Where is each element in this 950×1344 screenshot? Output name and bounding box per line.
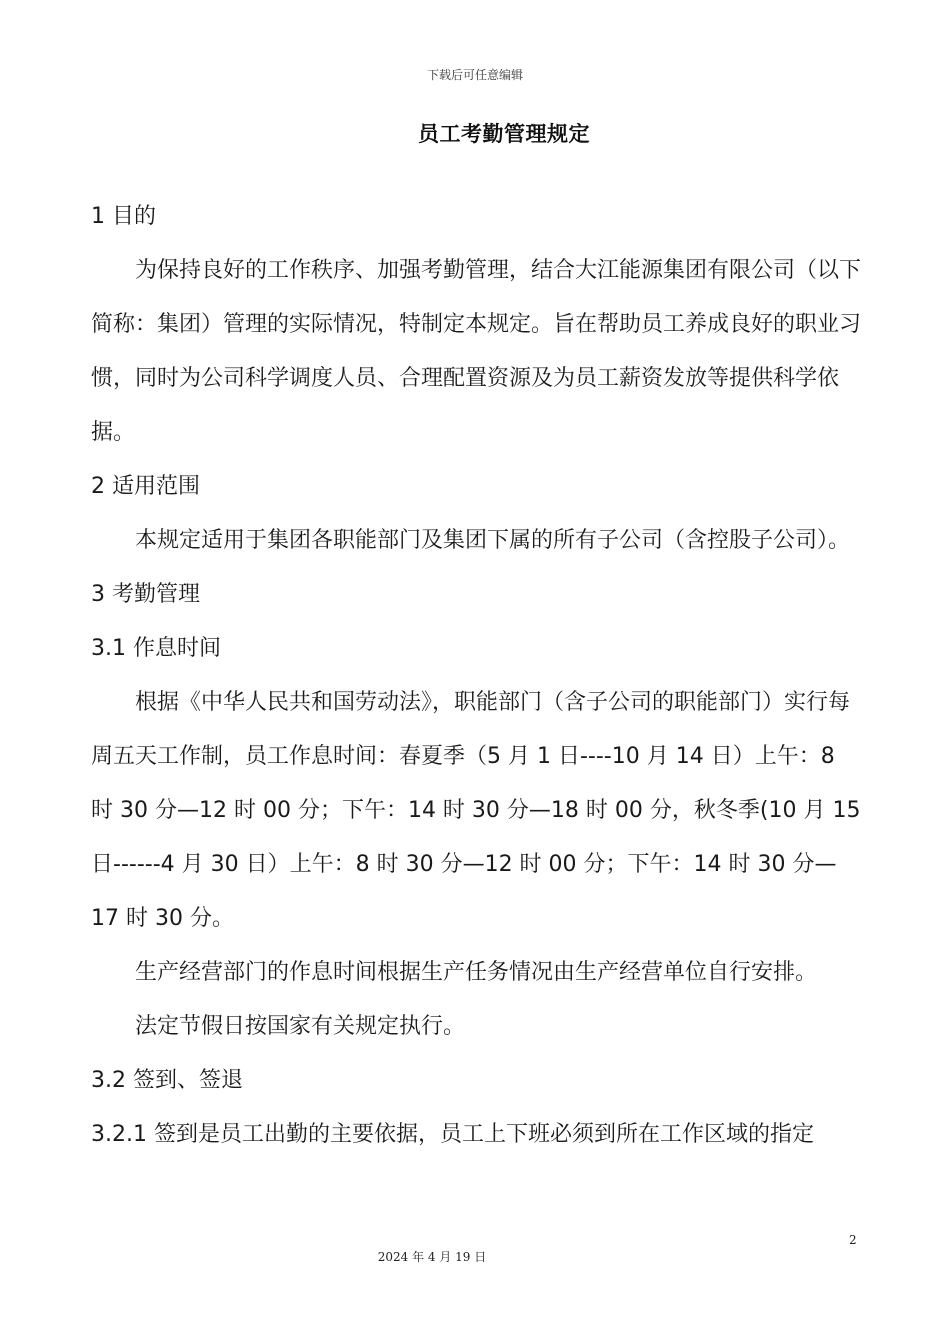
section-heading-attendance: 3 考勤管理 [91, 582, 200, 607]
paragraph-sign-in-rule: 3.2.1 签到是员工出勤的主要依据，员工上下班必须到所在工作区域的指定 [91, 1122, 814, 1147]
document-body [91, 190, 863, 1162]
paragraph-holidays: 法定节假日按国家有关规定执行。 [135, 1014, 466, 1039]
header-note: 下载后可任意编辑 [426, 68, 523, 82]
paragraph-scope: 本规定适用于集团各职能部门及集团下属的所有子公司（含控股子公司）。 [135, 528, 851, 553]
paragraph-work-hours: 根据《中华人民共和国劳动法》，职能部门（含子公司的职能部门）实行每周五天工作制，员工作息时间：春夏季（5 月 1 日----10 月 14 日）上午：8 时 30 分—12 时 00 分；下午：14 时 30 分—18 时 00 分，秋冬季(10 月 15 日------4 月 30 日）上午：8 时 30 分—12 时 00 分；下午：14 时 30 分—17 时 30 分。 [91, 690, 861, 931]
page-number: 2 [849, 1233, 857, 1247]
subsection-heading-work-hours: 3.1 作息时间 [91, 636, 221, 661]
paragraph-production-hours: 生产经营部门的作息时间根据生产任务情况由生产经营单位自行安排。 [135, 960, 818, 985]
subsection-heading-sign-in: 3.2 签到、签退 [91, 1068, 243, 1093]
section-heading-scope: 2 适用范围 [91, 474, 200, 499]
section-heading-purpose: 1 目的 [91, 204, 156, 229]
paragraph-purpose: 为保持良好的工作秩序、加强考勤管理，结合大江能源集团有限公司（以下简称：集团）管理的实际情况，特制定本规定。旨在帮助员工养成良好的职业习惯，同时为公司科学调度人员、合理配置资源及为员工薪资发放等提供科学依据。 [91, 258, 862, 445]
footer-date: 2024 年 4 月 19 日 [377, 1250, 487, 1264]
document-title: 员工考勤管理规定 [418, 122, 590, 146]
